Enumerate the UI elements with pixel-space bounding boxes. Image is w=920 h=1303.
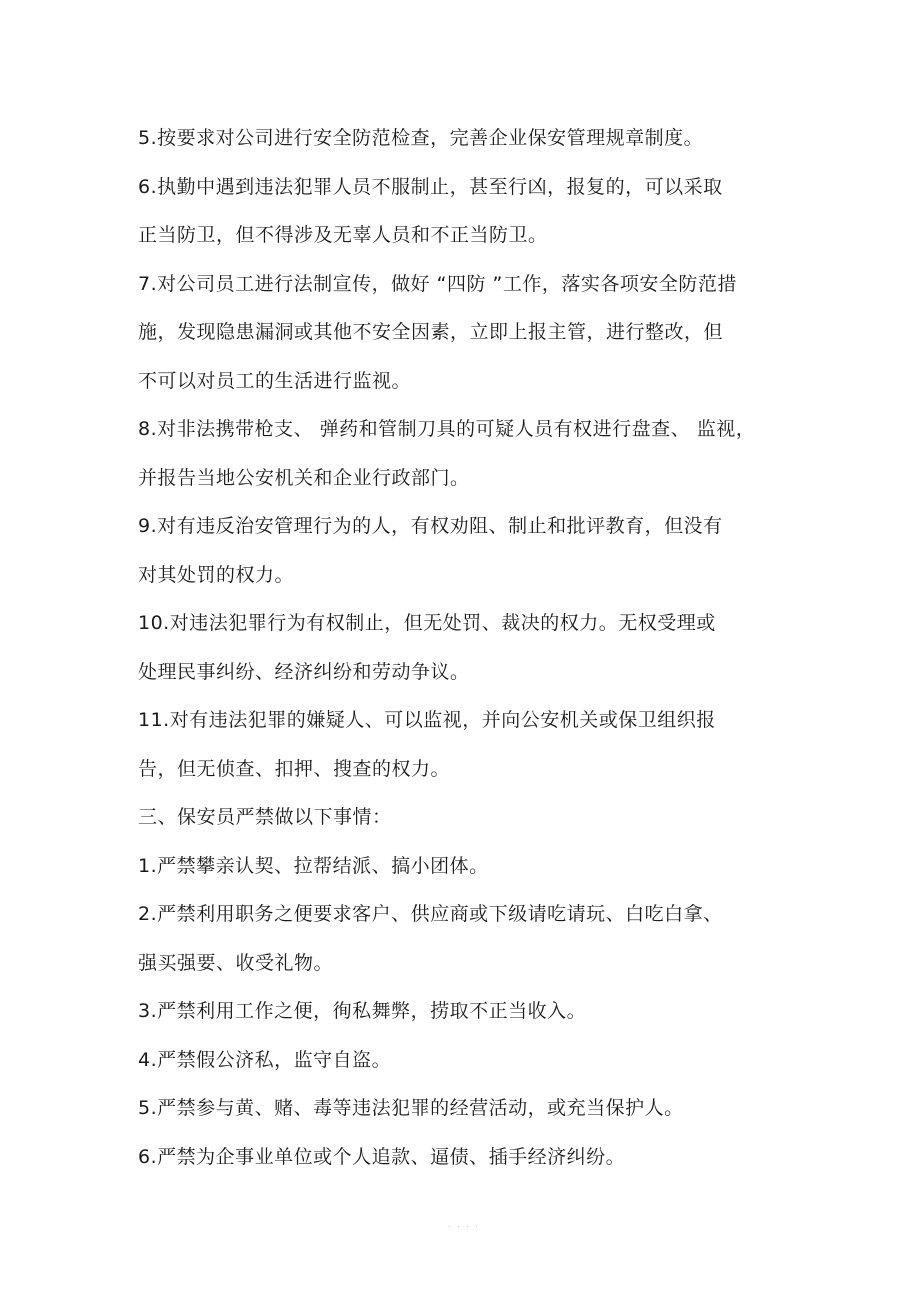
text-line: 处理民事纠纷、经济纠纷和劳动争议。 bbox=[138, 661, 470, 683]
section-heading: 三、保安员严禁做以下事情： bbox=[138, 806, 392, 828]
text-line: 5.严禁参与黄、赌、毒等违法犯罪的经营活动，或充当保护人。 bbox=[138, 1097, 684, 1119]
text-line: 6.严禁为企事业单位或个人追款、逼债、插手经济纠纷。 bbox=[138, 1146, 626, 1168]
text-line: 10.对违法犯罪行为有权制止，但无处罚、裁决的权力。无权受理或 bbox=[138, 612, 716, 634]
text-line: 7.对公司员工进行法制宣传，做好 “四防 ”工作，落实各项安全防范措 bbox=[138, 273, 737, 295]
text-line: 告，但无侦查、扣押、搜查的权力。 bbox=[138, 758, 451, 780]
text-line: 对其处罚的权力。 bbox=[138, 564, 295, 586]
text-line: 9.对有违反治安管理行为的人，有权劝阻、制止和批评教育，但没有 bbox=[138, 515, 723, 537]
text-line: 正当防卫，但不得涉及无辜人员和不正当防卫。 bbox=[138, 224, 548, 246]
text-line: 11.对有违法犯罪的嫌疑人、可以监视，并向公安机关或保卫组织报 bbox=[138, 709, 716, 731]
text-line: 3.严禁利用工作之便，徇私舞弊，捞取不正当收入。 bbox=[138, 1000, 587, 1022]
text-line: 8.对非法携带枪支、 弹药和管制刀具的可疑人员有权进行盘查、 监视， bbox=[138, 418, 756, 440]
text-line: 6.执勤中遇到违法犯罪人员不服制止，甚至行凶，报复的，可以采取 bbox=[138, 176, 723, 198]
footer-marks: . . . . bbox=[448, 1220, 480, 1229]
text-line: 2.严禁利用职务之便要求客户、供应商或下级请吃请玩、白吃白拿、 bbox=[138, 903, 723, 925]
text-line: 强买强要、收受礼物。 bbox=[138, 952, 334, 974]
text-line: 施，发现隐患漏洞或其他不安全因素，立即上报主管，进行整改，但 bbox=[138, 321, 724, 343]
text-line: 4.严禁假公济私，监守自盗。 bbox=[138, 1049, 392, 1071]
text-line: 1.严禁攀亲认契、拉帮结派、搞小团体。 bbox=[138, 855, 489, 877]
text-line: 不可以对员工的生活进行监视。 bbox=[138, 370, 412, 392]
text-line: 并报告当地公安机关和企业行政部门。 bbox=[138, 467, 470, 489]
text-line: 5.按要求对公司进行安全防范检查，完善企业保安管理规章制度。 bbox=[138, 127, 704, 149]
